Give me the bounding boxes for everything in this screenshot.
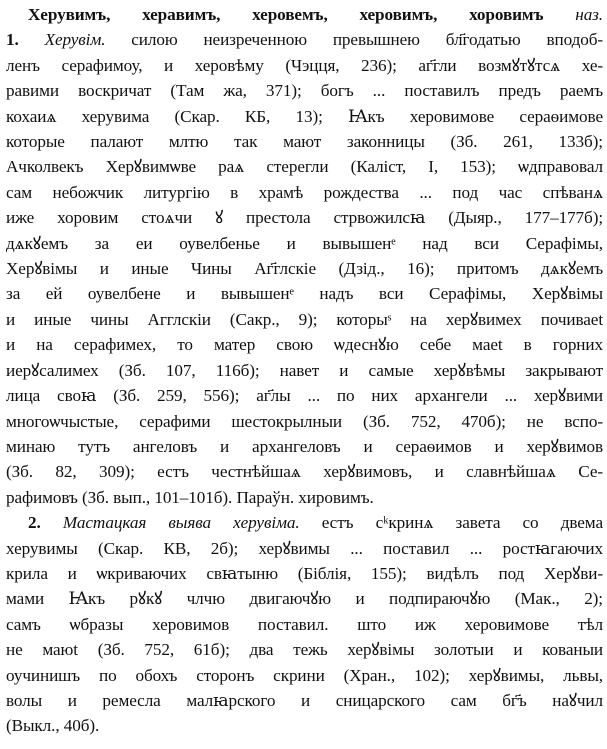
dictionary-entry	[6, 2, 603, 739]
text-line: волы и ремесла малꙗрского и сницарского сам бг҃ъ наꙋчил	[6, 690, 603, 710]
text-line: ленъ серафимоу, и херовѣму (Чэцця, 236); аг҃гли возмꙋтꙋтсѧ хе-	[6, 55, 603, 75]
text-line: херувимы (Скар. КВ, 2б); херꙋвимы ... поставил ... ростꙗгаючих	[6, 538, 603, 558]
text-line: которые палают млтю так мают законницы (Зб. 261, 133б);	[6, 132, 603, 152]
text-line: иже хоровим стоѧчи ꙋ престола стрвожилсꙗ (Дыяр., 177–177б);	[6, 208, 603, 228]
sense-1-text	[6, 27, 603, 510]
text-line: (Зб. 82, 309); естъ честнѣйшаѧ херꙋвимовъ, и славнѣйшаѧ Се-	[6, 462, 603, 482]
text-line: Ачколвекъ Херꙋвимѡве раѧ стерегли (Каліст, І, 153); ѡдправовал	[6, 157, 603, 177]
text-line: 1. Херувім. силою неизреченною превышнею бл҃годатью вподоб-	[6, 30, 603, 50]
text-line: иерꙋсалимех (Зб. 107, 116б); навет и самые херꙋвѣмы закрывают	[6, 360, 603, 380]
text-line: рафимовъ (Зб. вып., 101–101б). Параўн. хировимъ.	[6, 487, 374, 507]
sense-definition: Херувім.	[44, 30, 106, 50]
text-line: и на серафимех, то матер свою ѡдеснꙋю себе маеt в горних	[6, 335, 603, 355]
text-line: сам небожчик литургію в храмѣ рождества ... под час спѣванѧ	[6, 182, 603, 202]
text-line: минаю тутъ ангеловъ и архангеловъ и сераѳимов и херꙋвимов	[6, 436, 603, 456]
text-line: лица своꙗ (Зб. 259, 556); аг҃лы ... по них архангели ... херꙋвими	[6, 386, 603, 406]
headword: Херувимъ, херавимъ, херовемъ, херовимъ, хоровимъ	[28, 5, 544, 24]
text-line: Херꙋвімы и иные Чины Аг҃глскіе (Дзід., 16); притомъ дѧкꙋемъ	[6, 259, 603, 279]
text-line: и иные чины Агглскіи (Сакр., 9); которыˢ на херꙋвимех почиваеt	[6, 309, 603, 329]
sense-2	[6, 510, 603, 739]
text-line: (Выкл., 40б).	[6, 716, 100, 736]
text-line: 2. Мастацкая выява херувіма. естъ сᵏкринѧ завета со двема	[28, 513, 603, 533]
text-line: самъ ѡбразы херовимов поставил. што иж херовимове тѣл	[6, 614, 603, 634]
text-line: за ей оувелбене и вывышенᵉ надъ вси Серафімы, Херꙋвімы	[6, 284, 603, 304]
sense-1	[6, 2, 603, 510]
entry-header-line	[6, 2, 603, 27]
text-line: оучинишъ по обохъ сторонъ скрини (Хран., 102); херꙋвимы, львы,	[6, 665, 603, 685]
grammar-label: наз.	[575, 5, 603, 24]
sense-1-number: 1.	[6, 30, 45, 50]
text-line: не маюt (Зб. 752, 61б); два тежь херꙋвімы золотыи и кованыи	[6, 640, 603, 660]
sense-2-text	[6, 510, 603, 739]
text-line: крила и ѡкриваючих свꙗтыню (Біблія, 155); видѣлъ под Херꙋви-	[6, 563, 603, 583]
sense-2-number: 2.	[28, 513, 63, 533]
sense-definition: Мастацкая выява херувіма.	[62, 513, 300, 533]
text-line: кохаиѧ херувима (Скар. КБ, 13); Ꙗкъ херовимове сераѳимове	[6, 106, 603, 126]
text-line: мами Ꙗкъ рꙋкꙋ члчю двигаючꙋю и подпираючꙋю (Мак., 2);	[6, 589, 603, 609]
text-line: дѧкꙋемъ за еи оувелбенье и вывышенᵉ над вси Серафімы,	[6, 233, 603, 253]
text-line: многоѡчыстые, серафими шестокрылныи (Зб. 752, 470б); не вспо-	[6, 411, 603, 431]
text-line: равими воскричат (Там жа, 371); богъ ... поставилъ предъ раемъ	[6, 81, 603, 101]
